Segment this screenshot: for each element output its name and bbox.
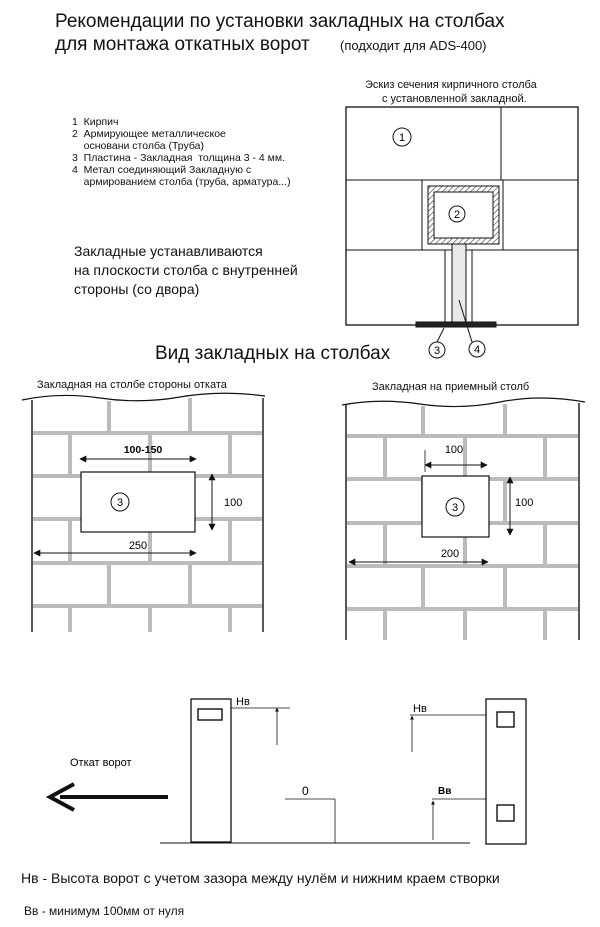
- height-scheme: [50, 699, 526, 844]
- marker-2: 2: [453, 209, 461, 221]
- install-note-line: Закладные устанавливаются: [74, 243, 263, 259]
- legend-item: 3 Пластина - Закладная толщина 3 - 4 мм.: [72, 152, 285, 164]
- right-pillar-plate-top: [497, 712, 514, 727]
- left-brick-wall: [22, 393, 265, 632]
- right-pillar-plate-bottom: [497, 805, 514, 821]
- direction-label: Откат ворот: [70, 757, 132, 769]
- footer-note-2: Вв - минимум 100мм от нуля: [24, 904, 185, 918]
- pipe-inner: [434, 192, 493, 238]
- right-plate-marker: 3: [451, 502, 459, 514]
- marker-1: 1: [398, 132, 406, 144]
- views-title: Вид закладных на столбах: [155, 343, 391, 364]
- sketch-caption-1: Эскиз сечения кирпичного столба: [365, 79, 537, 91]
- legend-item: 1 Кирпич: [72, 116, 119, 128]
- right-dim-bottom: 200: [440, 548, 460, 560]
- legend-item: армированием столба (труба, арматура...): [72, 176, 291, 188]
- title-line-1: Рекомендации по установки закладных на столбах: [55, 11, 505, 32]
- marker-4: 4: [473, 344, 481, 356]
- legend-item: основани столба (Труба): [72, 140, 205, 152]
- connecting-metal: [452, 244, 466, 324]
- marker-3: 3: [433, 345, 441, 357]
- mortgage-plate: [416, 322, 496, 327]
- hv-left-label: Нв: [236, 696, 250, 708]
- hv-right-label: Нв: [413, 703, 427, 715]
- title-note: (подходит для ADS-400): [340, 38, 487, 53]
- section-sketch: [346, 107, 578, 358]
- install-note-line: стороны (со двора): [74, 281, 200, 297]
- right-dim-top: 100: [444, 444, 464, 456]
- legend-item: 2 Армирующее металлическое: [72, 128, 226, 140]
- left-pillar-plate: [198, 709, 222, 720]
- left-dim-bottom: 250: [128, 540, 148, 552]
- left-plate: [81, 472, 195, 532]
- legend-item: 4 Метал соединяющий Закладную с: [72, 164, 252, 176]
- leader-3: [437, 328, 444, 342]
- zero-label: 0: [302, 784, 309, 798]
- left-view-caption: Закладная на столбе стороны отката: [37, 379, 227, 391]
- sketch-caption-2: с установленной закладной.: [382, 93, 527, 105]
- install-note-line: на плоскости столба с внутренней: [74, 262, 298, 278]
- right-view-caption: Закладная на приемный столб: [372, 381, 530, 393]
- right-dim-height: 100: [515, 497, 534, 509]
- left-dim-top: 100-150: [123, 444, 163, 456]
- left-plate-marker: 3: [116, 497, 124, 509]
- right-pillar: [486, 699, 526, 844]
- footer-note-1: Нв - Высота ворот с учетом зазора между нулём и нижним краем створки: [21, 870, 500, 886]
- right-brick-wall: [342, 398, 585, 640]
- left-dim-height: 100: [224, 497, 243, 509]
- bv-label: Вв: [438, 786, 452, 797]
- title-line-2: для монтажа откатных ворот: [55, 34, 310, 55]
